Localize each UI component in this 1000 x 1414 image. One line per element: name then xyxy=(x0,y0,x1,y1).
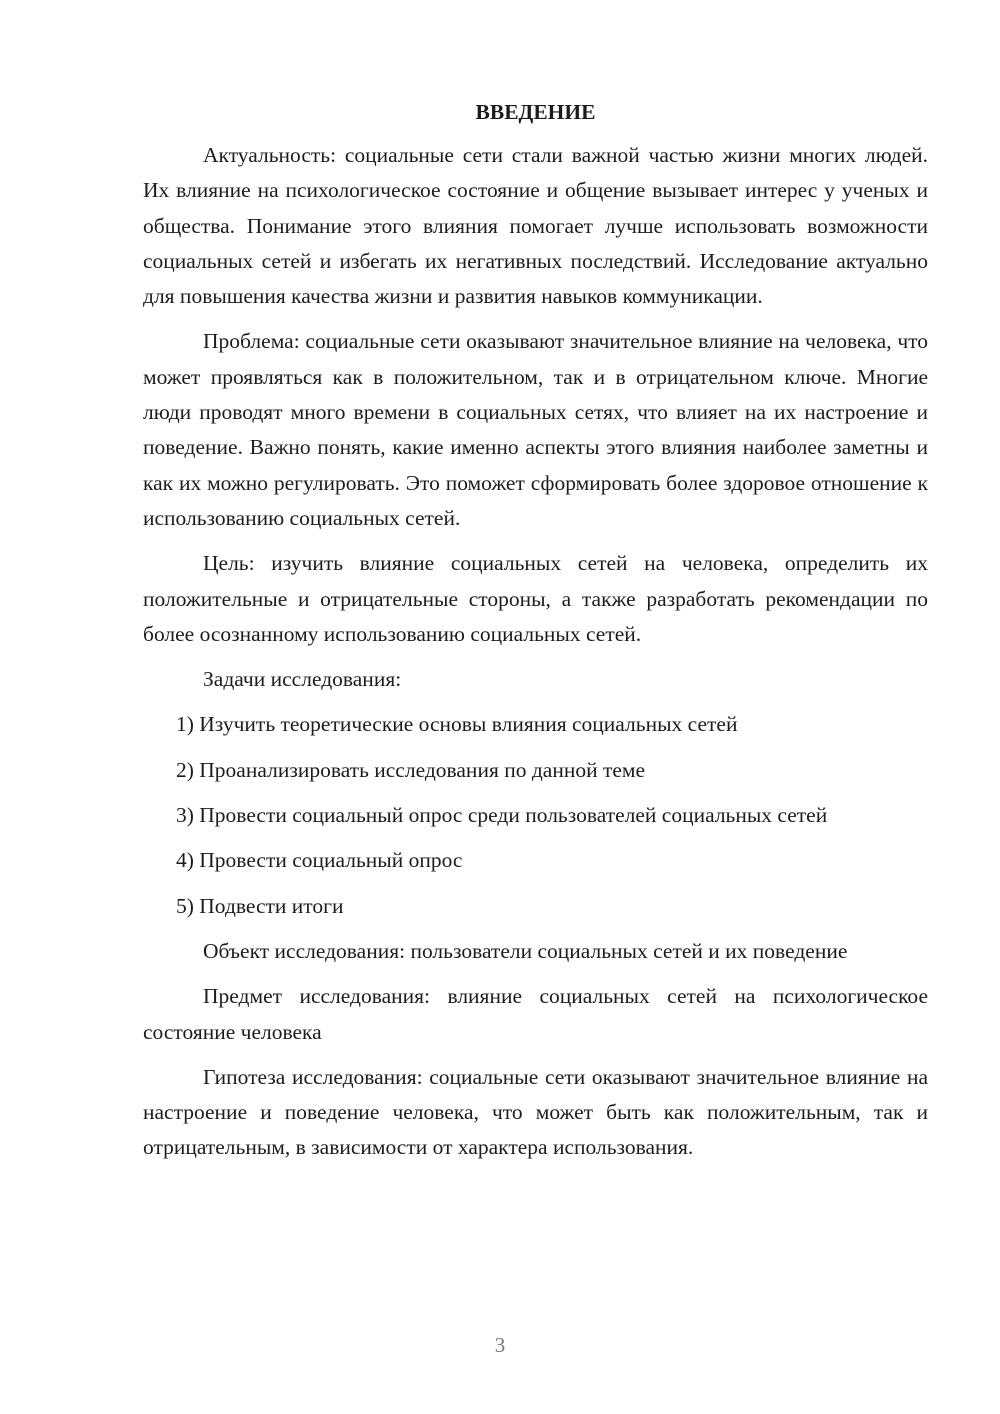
subject-paragraph: Предмет исследования: влияние социальных сетей на психологическое состояние человека xyxy=(143,984,928,1044)
object-paragraph: Объект исследования: пользователи социальных сетей и их поведение xyxy=(203,938,848,963)
task-item: 2) Проанализировать исследования по данной теме xyxy=(176,757,646,782)
task-item: 3) Провести социальный опрос среди пользователей социальных сетей xyxy=(176,803,828,828)
task-item: 5) Подвести итоги xyxy=(176,893,344,918)
document-page xyxy=(143,96,928,1176)
tasks-heading: Задачи исследования: xyxy=(203,667,402,692)
tasks-list xyxy=(143,707,928,923)
problem-paragraph: Проблема: социальные сети оказывают значительное влияние на человека, что может проявляться как в положительном, так и в отрицательном ключе. Многие люди проводят много времени в социальных сетях, что влияет на их настроение и поведение. Важно понять, какие именно аспекты этого влияния наиболее заметны и как их можно регулировать. Это поможет сформировать более здоровое отношение к использованию социальных сетей. xyxy=(143,329,928,530)
goal-paragraph: Цель: изучить влияние социальных сетей на человека, определить их положительные и отрицательные стороны, а также разработать рекомендации по более осознанному использованию социальных сетей. xyxy=(143,551,928,646)
task-item: 4) Провести социальный опрос xyxy=(176,848,463,873)
page-number: 3 xyxy=(494,1333,506,1357)
hypothesis-paragraph: Гипотеза исследования: социальные сети оказывают значительное влияние на настроение и поведение человека, что может быть как положительным, так и отрицательным, в зависимости от характера использования. xyxy=(143,1064,928,1160)
task-item: 1) Изучить теоретические основы влияния социальных сетей xyxy=(176,712,738,737)
relevance-paragraph: Актуальность: социальные сети стали важной частью жизни многих людей. Их влияние на психологическое состояние и общение вызывает интерес у ученых и общества. Понимание этого влияния помогает лучше использовать возможности социальных сетей и избегать их негативных последствий. Исследование актуально для повышения качества жизни и развития навыков коммуникации. xyxy=(143,143,928,309)
page-title: ВВЕДЕНИЕ xyxy=(475,100,596,124)
